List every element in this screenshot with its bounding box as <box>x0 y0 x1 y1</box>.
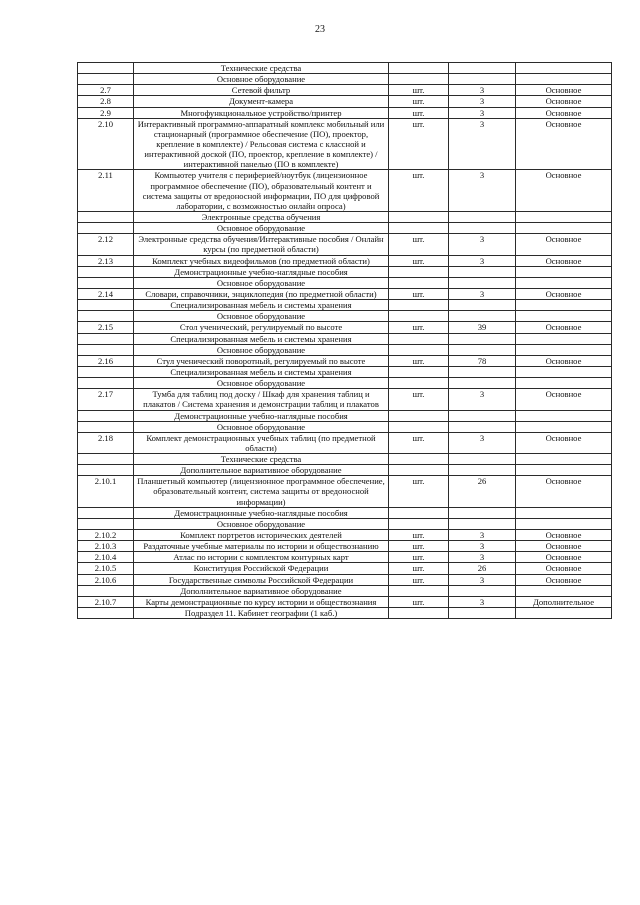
section-label: Технические средства <box>134 63 389 74</box>
section-number-cell <box>78 608 134 619</box>
section-number-cell <box>78 333 134 344</box>
section-qty-cell <box>449 454 516 465</box>
section-number-cell <box>78 454 134 465</box>
section-label: Дополнительное вариативное оборудование <box>134 465 389 476</box>
item-name: Атлас по истории с комплектом контурных карт <box>134 552 389 563</box>
section-header-row <box>78 311 612 322</box>
table-row <box>78 234 612 255</box>
item-type: Основное <box>516 322 612 333</box>
item-number: 2.9 <box>78 107 134 118</box>
item-number: 2.17 <box>78 389 134 410</box>
item-name: Комплект демонстрационных учебных таблиц (по предметной области) <box>134 432 389 453</box>
item-name: Карты демонстрационные по курсу истории и обществознания <box>134 596 389 607</box>
section-number-cell <box>78 266 134 277</box>
section-qty-cell <box>449 300 516 311</box>
section-number-cell <box>78 300 134 311</box>
item-quantity: 3 <box>449 118 516 170</box>
item-type: Основное <box>516 574 612 585</box>
section-label: Технические средства <box>134 454 389 465</box>
table-row <box>78 574 612 585</box>
section-qty-cell <box>449 421 516 432</box>
item-name: Стул ученический поворотный, регулируемый по высоте <box>134 355 389 366</box>
item-unit: шт. <box>389 541 449 552</box>
section-qty-cell <box>449 518 516 529</box>
section-unit-cell <box>389 223 449 234</box>
section-label: Основное оборудование <box>134 277 389 288</box>
item-name: Документ-камера <box>134 96 389 107</box>
item-number: 2.10.3 <box>78 541 134 552</box>
section-header-row <box>78 421 612 432</box>
section-label: Основное оборудование <box>134 223 389 234</box>
section-qty-cell <box>449 465 516 476</box>
item-number: 2.10.1 <box>78 476 134 507</box>
item-number: 2.10 <box>78 118 134 170</box>
item-unit: шт. <box>389 234 449 255</box>
table-row <box>78 355 612 366</box>
section-number-cell <box>78 311 134 322</box>
item-quantity: 3 <box>449 288 516 299</box>
section-unit-cell <box>389 507 449 518</box>
item-quantity: 3 <box>449 552 516 563</box>
section-label: Специализированная мебель и системы хранения <box>134 366 389 377</box>
section-type-cell <box>516 333 612 344</box>
item-type: Основное <box>516 288 612 299</box>
table-row <box>78 530 612 541</box>
section-qty-cell <box>449 311 516 322</box>
section-unit-cell <box>389 277 449 288</box>
section-unit-cell <box>389 74 449 85</box>
section-header-row <box>78 507 612 518</box>
item-quantity: 3 <box>449 530 516 541</box>
section-type-cell <box>516 421 612 432</box>
section-label: Специализированная мебель и системы хранения <box>134 333 389 344</box>
item-number: 2.15 <box>78 322 134 333</box>
item-type: Основное <box>516 85 612 96</box>
section-header-row <box>78 344 612 355</box>
section-qty-cell <box>449 410 516 421</box>
section-header-row <box>78 333 612 344</box>
item-unit: шт. <box>389 118 449 170</box>
section-unit-cell <box>389 211 449 222</box>
section-type-cell <box>516 366 612 377</box>
item-quantity: 3 <box>449 596 516 607</box>
section-number-cell <box>78 378 134 389</box>
item-quantity: 3 <box>449 170 516 212</box>
section-type-cell <box>516 74 612 85</box>
table-row <box>78 389 612 410</box>
table-row <box>78 563 612 574</box>
item-unit: шт. <box>389 255 449 266</box>
table-row <box>78 170 612 212</box>
item-quantity: 78 <box>449 355 516 366</box>
section-unit-cell <box>389 608 449 619</box>
section-type-cell <box>516 211 612 222</box>
section-number-cell <box>78 63 134 74</box>
table-row <box>78 541 612 552</box>
item-unit: шт. <box>389 530 449 541</box>
item-unit: шт. <box>389 322 449 333</box>
item-name: Электронные средства обучения/Интерактивные пособия / Онлайн курсы (по предметной области) <box>134 234 389 255</box>
item-type: Основное <box>516 355 612 366</box>
section-number-cell <box>78 518 134 529</box>
section-unit-cell <box>389 63 449 74</box>
item-name: Интерактивный программно-аппаратный комплекс мобильный или стационарный (программное обеспечение (ПО), проектор, крепление в комплекте) / Рельсовая система с классной и интерактивной доской (ПО, проектор, крепление в комплекте) / интерактивной панелью (ПО в комплекте) <box>134 118 389 170</box>
section-number-cell <box>78 410 134 421</box>
table-row <box>78 107 612 118</box>
section-header-row <box>78 410 612 421</box>
equipment-table <box>77 62 612 619</box>
item-type: Основное <box>516 107 612 118</box>
section-number-cell <box>78 223 134 234</box>
item-type: Дополнительное <box>516 596 612 607</box>
item-number: 2.14 <box>78 288 134 299</box>
item-type: Основное <box>516 530 612 541</box>
item-unit: шт. <box>389 96 449 107</box>
item-name: Конституция Российской Федерации <box>134 563 389 574</box>
item-number: 2.10.5 <box>78 563 134 574</box>
item-name: Стол ученический, регулируемый по высоте <box>134 322 389 333</box>
section-type-cell <box>516 507 612 518</box>
item-number: 2.11 <box>78 170 134 212</box>
table-row <box>78 118 612 170</box>
section-qty-cell <box>449 608 516 619</box>
item-unit: шт. <box>389 288 449 299</box>
section-unit-cell <box>389 585 449 596</box>
item-unit: шт. <box>389 476 449 507</box>
item-number: 2.10.2 <box>78 530 134 541</box>
item-number: 2.10.6 <box>78 574 134 585</box>
item-unit: шт. <box>389 574 449 585</box>
item-unit: шт. <box>389 596 449 607</box>
item-name: Комплект учебных видеофильмов (по предметной области) <box>134 255 389 266</box>
section-qty-cell <box>449 211 516 222</box>
section-qty-cell <box>449 74 516 85</box>
section-header-row <box>78 300 612 311</box>
table-row <box>78 288 612 299</box>
table-row <box>78 255 612 266</box>
item-type: Основное <box>516 96 612 107</box>
item-name: Государственные символы Российской Федерации <box>134 574 389 585</box>
section-type-cell <box>516 277 612 288</box>
item-type: Основное <box>516 255 612 266</box>
section-type-cell <box>516 311 612 322</box>
item-quantity: 3 <box>449 574 516 585</box>
section-label: Основное оборудование <box>134 344 389 355</box>
section-header-row <box>78 465 612 476</box>
section-number-cell <box>78 74 134 85</box>
section-number-cell <box>78 585 134 596</box>
item-name: Тумба для таблиц под доску / Шкаф для хранения таблиц и плакатов / Система хранения и демонстрации таблиц и плакатов <box>134 389 389 410</box>
item-number: 2.12 <box>78 234 134 255</box>
item-unit: шт. <box>389 432 449 453</box>
section-type-cell <box>516 63 612 74</box>
item-name: Раздаточные учебные материалы по истории и обществознанию <box>134 541 389 552</box>
section-type-cell <box>516 344 612 355</box>
item-quantity: 3 <box>449 85 516 96</box>
section-header-row <box>78 63 612 74</box>
section-label: Основное оборудование <box>134 421 389 432</box>
section-header-row <box>78 518 612 529</box>
item-unit: шт. <box>389 552 449 563</box>
table-row <box>78 552 612 563</box>
item-unit: шт. <box>389 107 449 118</box>
page-number: 23 <box>315 24 325 35</box>
item-quantity: 3 <box>449 234 516 255</box>
section-qty-cell <box>449 333 516 344</box>
item-type: Основное <box>516 563 612 574</box>
section-label: Основное оборудование <box>134 518 389 529</box>
item-unit: шт. <box>389 85 449 96</box>
section-header-row <box>78 608 612 619</box>
section-number-cell <box>78 465 134 476</box>
section-header-row <box>78 454 612 465</box>
section-label: Демонстрационные учебно-наглядные пособия <box>134 266 389 277</box>
section-header-row <box>78 266 612 277</box>
section-unit-cell <box>389 333 449 344</box>
section-label: Основное оборудование <box>134 378 389 389</box>
item-quantity: 3 <box>449 389 516 410</box>
table-row <box>78 85 612 96</box>
section-number-cell <box>78 366 134 377</box>
item-quantity: 26 <box>449 563 516 574</box>
item-number: 2.10.7 <box>78 596 134 607</box>
item-name: Словари, справочники, энциклопедия (по предметной области) <box>134 288 389 299</box>
section-header-row <box>78 223 612 234</box>
section-qty-cell <box>449 344 516 355</box>
item-type: Основное <box>516 432 612 453</box>
section-unit-cell <box>389 266 449 277</box>
section-unit-cell <box>389 378 449 389</box>
section-type-cell <box>516 410 612 421</box>
item-quantity: 3 <box>449 432 516 453</box>
section-header-row <box>78 277 612 288</box>
section-label: Демонстрационные учебно-наглядные пособия <box>134 507 389 518</box>
section-qty-cell <box>449 378 516 389</box>
table-row <box>78 96 612 107</box>
item-number: 2.7 <box>78 85 134 96</box>
item-number: 2.10.4 <box>78 552 134 563</box>
item-type: Основное <box>516 118 612 170</box>
section-unit-cell <box>389 366 449 377</box>
item-type: Основное <box>516 476 612 507</box>
item-unit: шт. <box>389 389 449 410</box>
section-type-cell <box>516 378 612 389</box>
item-name: Сетевой фильтр <box>134 85 389 96</box>
section-unit-cell <box>389 311 449 322</box>
item-quantity: 3 <box>449 107 516 118</box>
section-qty-cell <box>449 63 516 74</box>
section-type-cell <box>516 585 612 596</box>
item-number: 2.13 <box>78 255 134 266</box>
item-type: Основное <box>516 389 612 410</box>
item-type: Основное <box>516 234 612 255</box>
section-qty-cell <box>449 266 516 277</box>
section-unit-cell <box>389 300 449 311</box>
section-number-cell <box>78 421 134 432</box>
section-type-cell <box>516 608 612 619</box>
section-label: Специализированная мебель и системы хранения <box>134 300 389 311</box>
section-header-row <box>78 366 612 377</box>
section-label: Электронные средства обучения <box>134 211 389 222</box>
section-unit-cell <box>389 454 449 465</box>
section-unit-cell <box>389 410 449 421</box>
item-unit: шт. <box>389 170 449 212</box>
section-unit-cell <box>389 344 449 355</box>
item-type: Основное <box>516 170 612 212</box>
item-unit: шт. <box>389 355 449 366</box>
section-type-cell <box>516 300 612 311</box>
section-number-cell <box>78 344 134 355</box>
section-header-row <box>78 74 612 85</box>
section-type-cell <box>516 518 612 529</box>
section-label: Основное оборудование <box>134 311 389 322</box>
item-name: Планшетный компьютер (лицензионное программное обеспечение, образовательный контент, система защиты от вредоносной информации) <box>134 476 389 507</box>
item-number: 2.8 <box>78 96 134 107</box>
section-number-cell <box>78 507 134 518</box>
section-label: Основное оборудование <box>134 74 389 85</box>
section-number-cell <box>78 277 134 288</box>
item-type: Основное <box>516 552 612 563</box>
section-header-row <box>78 211 612 222</box>
section-qty-cell <box>449 277 516 288</box>
table-row <box>78 476 612 507</box>
section-type-cell <box>516 454 612 465</box>
item-type: Основное <box>516 541 612 552</box>
item-quantity: 3 <box>449 541 516 552</box>
item-quantity: 3 <box>449 255 516 266</box>
section-qty-cell <box>449 585 516 596</box>
section-type-cell <box>516 465 612 476</box>
equipment-table-body <box>78 63 612 619</box>
table-row <box>78 432 612 453</box>
section-number-cell <box>78 211 134 222</box>
section-unit-cell <box>389 518 449 529</box>
item-name: Комплект портретов исторических деятелей <box>134 530 389 541</box>
section-header-row <box>78 585 612 596</box>
section-type-cell <box>516 223 612 234</box>
section-qty-cell <box>449 507 516 518</box>
section-header-row <box>78 378 612 389</box>
section-label: Подраздел 11. Кабинет географии (1 каб.) <box>134 608 389 619</box>
item-name: Многофункциональное устройство/принтер <box>134 107 389 118</box>
section-qty-cell <box>449 223 516 234</box>
item-number: 2.18 <box>78 432 134 453</box>
section-qty-cell <box>449 366 516 377</box>
section-label: Демонстрационные учебно-наглядные пособия <box>134 410 389 421</box>
item-quantity: 3 <box>449 96 516 107</box>
section-label: Дополнительное вариативное оборудование <box>134 585 389 596</box>
item-quantity: 39 <box>449 322 516 333</box>
section-type-cell <box>516 266 612 277</box>
table-row <box>78 322 612 333</box>
item-quantity: 26 <box>449 476 516 507</box>
section-unit-cell <box>389 421 449 432</box>
item-name: Компьютер учителя с периферией/ноутбук (лицензионное программное обеспечение (ПО), образовательный контент и система защиты от вредоносной информации, ПО для цифровой лаборатории, с возможностью онлайн опроса) <box>134 170 389 212</box>
table-row <box>78 596 612 607</box>
section-unit-cell <box>389 465 449 476</box>
item-unit: шт. <box>389 563 449 574</box>
item-number: 2.16 <box>78 355 134 366</box>
